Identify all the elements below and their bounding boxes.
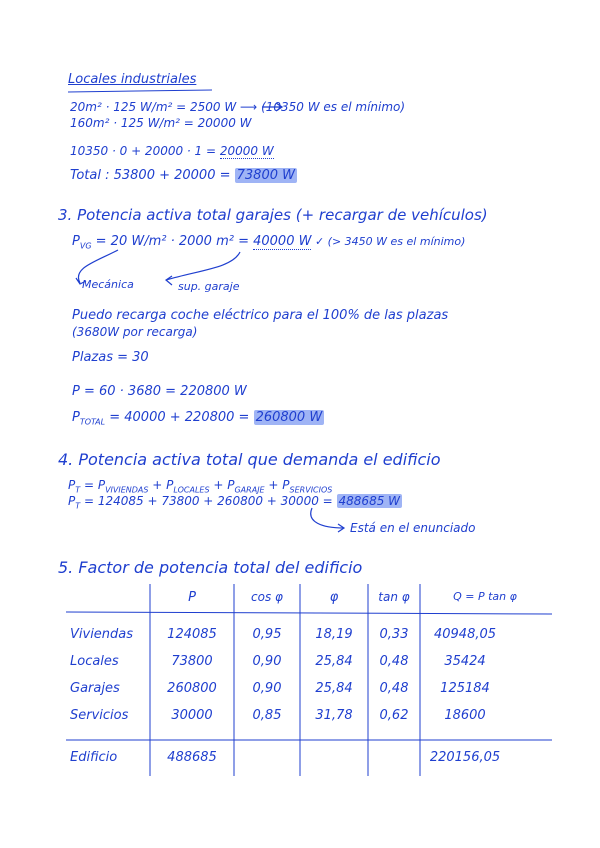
locales-total-result: 73800 W <box>236 168 295 183</box>
table-cell-cos: 0,90 <box>252 681 282 696</box>
table-cell-cos: 0,85 <box>252 708 282 723</box>
table-cell-tan: 0,48 <box>379 681 409 696</box>
garajes-annotation-superficie: sup. garaje <box>178 280 240 293</box>
locales-line-3-result: 20000 W <box>219 144 274 158</box>
locales-total-expr: Total : 53800 + 20000 = <box>70 168 235 183</box>
table-cell-q: 40948,05 <box>433 627 497 642</box>
curved-arrow-icon <box>76 250 118 284</box>
table-cell-p: 73800 <box>171 654 213 669</box>
curved-arrow-icon <box>311 508 344 532</box>
locales-line-2: 160m² · 125 W/m² = 20000 W <box>70 116 252 130</box>
table-total-q: 220156,05 <box>429 750 501 765</box>
garajes-text-2: (3680W por recarga) <box>72 325 198 339</box>
locales-line-1: 20m² · 125 W/m² = 2500 W ⟶ (10350 W es el mínimo) <box>70 100 406 114</box>
table-cell-tan: 0,62 <box>379 708 409 723</box>
edificio-line-1-d: + P <box>209 478 235 492</box>
arrow-icon <box>262 103 282 111</box>
table-cell-tan: 0,48 <box>379 654 409 669</box>
curved-arrow-icon <box>166 252 240 285</box>
table-cell-phi: 18,19 <box>315 627 353 642</box>
table-total-p: 488685 <box>167 750 217 765</box>
table-cell-phi: 25,84 <box>315 681 353 696</box>
garajes-formula-result: 40000 W <box>253 234 312 249</box>
table-row-label: Viviendas <box>70 627 134 642</box>
edificio-line-1-s1: VIVIENDAS <box>105 485 149 495</box>
table-cell-q: 18600 <box>444 708 486 723</box>
table-total-label: Edificio <box>70 750 118 765</box>
table-cell-q: 125184 <box>440 681 490 696</box>
garajes-formula-expr: = 20 W/m² · 2000 m² = <box>91 234 254 249</box>
table-cell-cos: 0,95 <box>252 627 282 642</box>
garajes-total-p: P <box>72 410 80 425</box>
table-header-q: Q = P tan φ <box>453 590 517 603</box>
table-cell-q: 35424 <box>444 654 486 669</box>
garajes-formula-p: P <box>72 234 80 249</box>
edificio-line-1-c: + P <box>148 478 174 492</box>
table-header-p: P <box>188 590 196 605</box>
garajes-text-1: Puedo recarga coche eléctrico para el 100% de las plazas <box>72 308 449 323</box>
edificio-line-2-sub: T <box>75 501 81 511</box>
edificio-line-2-expr: = 124085 + 73800 + 260800 + 30000 = <box>80 494 337 508</box>
table-cell-p: 124085 <box>167 627 217 642</box>
garajes-p-line: P = 60 · 3680 = 220800 W <box>72 384 247 399</box>
table-cell-p: 260800 <box>167 681 217 696</box>
edificio-line-2-result: 488685 W <box>338 494 401 508</box>
garajes-formula-note: ✓ (> 3450 W es el mínimo) <box>311 235 466 248</box>
table-row-label: Servicios <box>70 708 129 723</box>
garajes-total-sub: TOTAL <box>79 417 106 427</box>
table-header-phi: φ <box>329 590 339 605</box>
edificio-title: 4. Potencia activa total que demanda el edificio <box>58 450 441 469</box>
garajes-formula-sub: VG <box>79 241 92 251</box>
table-row-label: Garajes <box>70 681 120 696</box>
edificio-line-1-s2: LOCALES <box>173 485 210 495</box>
table-cell-phi: 31,78 <box>315 708 353 723</box>
locales-title: Locales industriales <box>68 72 197 87</box>
table-cell-cos: 0,90 <box>252 654 282 669</box>
edificio-note: Está en el enunciado <box>350 521 476 535</box>
edificio-line-1-s3: GARAJE <box>234 485 265 495</box>
edificio-line-1-e: + P <box>264 478 290 492</box>
garajes-title: 3. Potencia activa total garajes (+ recargar de vehículos) <box>58 206 488 224</box>
table-row-label: Locales <box>70 654 119 669</box>
edificio-line-1-b: = P <box>80 478 106 492</box>
factor-title: 5. Factor de potencia total del edificio <box>58 558 363 577</box>
table-header-tan: tan φ <box>378 590 410 604</box>
edificio-line-2-p: P <box>68 494 76 508</box>
table-cell-p: 30000 <box>171 708 213 723</box>
table-cell-phi: 25,84 <box>315 654 353 669</box>
garajes-total-result: 260800 W <box>255 410 323 425</box>
table-cell-tan: 0,33 <box>379 627 409 642</box>
edificio-line-1-s4: SERVICIOS <box>289 485 333 495</box>
locales-line-3-expr: 10350 · 0 + 20000 · 1 = <box>70 144 220 158</box>
edificio-line-1-p: P <box>68 478 76 492</box>
edificio-line-1-sub: T <box>75 485 81 495</box>
garajes-plazas: Plazas = 30 <box>72 350 149 365</box>
garajes-total-expr: = 40000 + 220800 = <box>105 410 254 425</box>
garajes-annotation-mecanica: Mecánica <box>82 278 134 291</box>
table-header-cos: cos φ <box>251 590 283 604</box>
